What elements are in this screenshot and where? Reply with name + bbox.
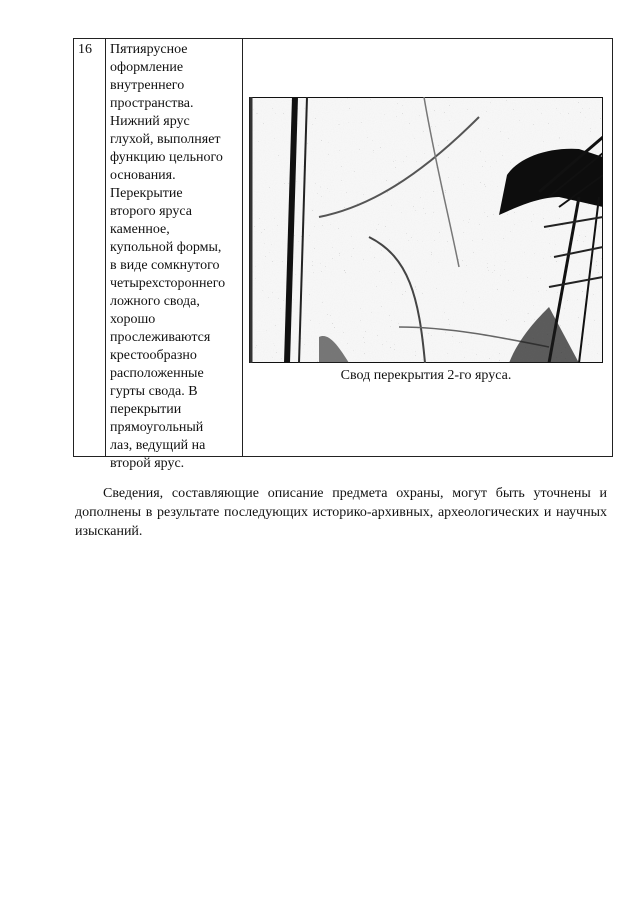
body-paragraph: Сведения, составляющие описание предмета охраны, могут быть уточнены и дополнены в результате последующих историко-архивных, археологических и научных изысканий.: [75, 486, 607, 539]
row-number-cell: [74, 39, 106, 456]
row-number: 16: [78, 42, 92, 57]
description-cell: [106, 39, 243, 471]
photo-cell: [243, 39, 612, 456]
vault-photo-image: [249, 97, 603, 363]
photo-caption: Свод перекрытия 2-го яруса.: [340, 368, 512, 383]
description-text: Пятиярусное оформление внутреннего пространства. Нижний ярус глухой, выполняет функцию цельного основания. Перекрытие второго яруса каменное, купольной формы, в виде сомкнутого четырехстороннего ложного свода, хорошо прослеживаются крестообразно расположенные гурты свода. В перекрытии прямоугольный лаз, ведущий на второй ярус.: [110, 42, 226, 471]
description-table: [73, 38, 613, 471]
vault-photo: [249, 97, 603, 363]
